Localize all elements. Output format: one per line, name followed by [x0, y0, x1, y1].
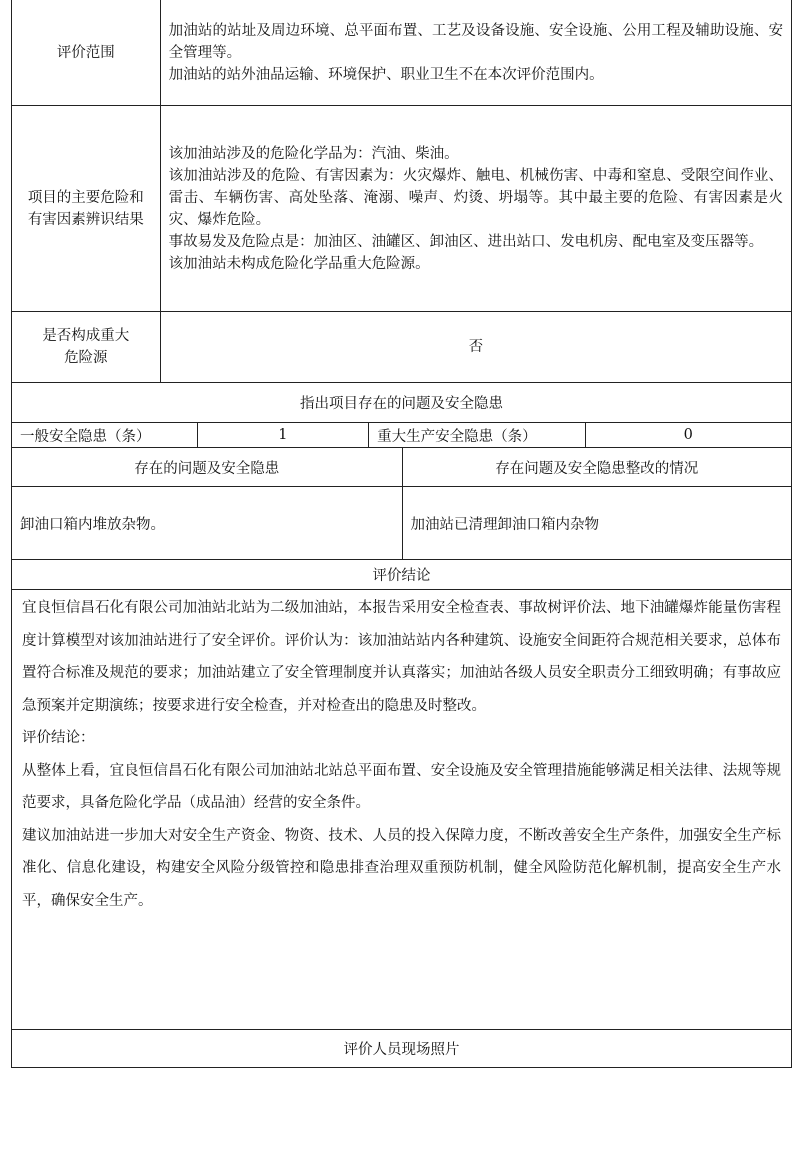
scope-label: 评价范围 — [56, 44, 115, 61]
scope-line: 加油站的站外油品运输、环境保护、职业卫生不在本次评价范围内。 — [168, 66, 604, 83]
photos-heading-row — [11, 1030, 792, 1068]
hazards-label-text: 项目的主要危险和有害因素辨识结果 — [27, 189, 144, 228]
conclusion-paragraph: 建议加油站进一步加大对安全生产资金、物资、技术、人员的投入保障力度，不断改善安全生产条件，加强安全生产标准化、信息化建设，构建安全风险分级管控和隐患排查治理双重预防机制，健全风险防范化解机制，提高安全生产水平，确保安全生产。 — [22, 827, 781, 909]
issues-count-row — [11, 423, 792, 448]
hazards-row — [11, 106, 792, 312]
major-hazard-label-text: 是否构成重大危险源 — [42, 328, 130, 366]
issues-heading: 指出项目存在的问题及安全隐患 — [300, 396, 503, 412]
hazards-label — [12, 106, 160, 311]
issues-heading-row — [11, 383, 792, 423]
conclusion-paragraph: 从整体上看，宜良恒信昌石化有限公司加油站北站总平面布置、安全设施及安全管理措施能够满足相关法律、法规等规范要求，具备危险化学品（成品油）经营的安全条件。 — [22, 762, 781, 811]
conclusion-heading-row — [11, 560, 792, 590]
hazards-content — [160, 106, 791, 311]
hazards-line: 该加油站涉及的危险化学品为：汽油、柴油。 — [168, 145, 459, 162]
col-problem-header: 存在的问题及安全隐患 — [134, 460, 280, 477]
scope-row — [11, 0, 792, 106]
scope-line: 加油站的站址及周边环境、总平面布置、工艺及设备设施、安全设施、公用工程及辅助设施、安全管理等。 — [168, 22, 783, 61]
conclusion-body-row — [11, 590, 792, 1030]
hazards-line: 该加油站未构成危险化学品重大危险源。 — [168, 255, 430, 272]
major-hazard-value-cell — [160, 312, 791, 382]
issue-row — [11, 487, 792, 560]
issue-rectify: 加油站已清理卸油口箱内杂物 — [402, 487, 792, 559]
evaluation-table — [11, 0, 792, 1068]
issue-problem: 卸油口箱内堆放杂物。 — [20, 516, 165, 533]
hazards-line: 事故易发及危险点是：加油区、油罐区、卸油区、进出站口、发电机房、配电室及变压器等。 — [168, 233, 764, 250]
major-hazard-value: 否 — [468, 339, 484, 355]
issues-columns-row — [11, 448, 792, 487]
scope-content — [160, 0, 791, 105]
general-hazard-count: 1 — [197, 423, 369, 447]
conclusion-heading: 评价结论 — [372, 568, 431, 584]
major-hazard-count: 0 — [585, 423, 791, 447]
conclusion-paragraph: 宜良恒信昌石化有限公司加油站北站为二级加油站，本报告采用安全检查表、事故树评价法、地下油罐爆炸能量伤害程度计算模型对该加油站进行了安全评价。评价认为：该加油站站内各种建筑、设施安全间距符合规范相关要求，总体布置符合标准及规范的要求；加油站建立了安全管理制度并认真落实；加油站各级人员安全职责分工细致明确；有事故应急预案并定期演练；按要求进行安全检查，并对检查出的隐患及时整改。 — [22, 600, 781, 714]
major-hazard-count-label: 重大生产安全隐患（条） — [368, 423, 584, 447]
photos-heading: 评价人员现场照片 — [343, 1042, 460, 1058]
col-rectify-header: 存在问题及安全隐患整改的情况 — [402, 448, 792, 486]
hazards-line: 该加油站涉及的危险、有害因素为：火灾爆炸、触电、机械伤害、中毒和窒息、受限空间作业、雷击、车辆伤害、高处坠落、淹溺、噪声、灼烫、坍塌等。其中最主要的危险、有害因素是火灾、爆炸危险。 — [168, 167, 783, 228]
general-hazard-label: 一般安全隐患（条） — [20, 428, 151, 445]
conclusion-body — [12, 590, 791, 1029]
major-hazard-row — [11, 312, 792, 383]
conclusion-subheading: 评价结论： — [22, 730, 95, 746]
major-hazard-label — [12, 312, 160, 382]
